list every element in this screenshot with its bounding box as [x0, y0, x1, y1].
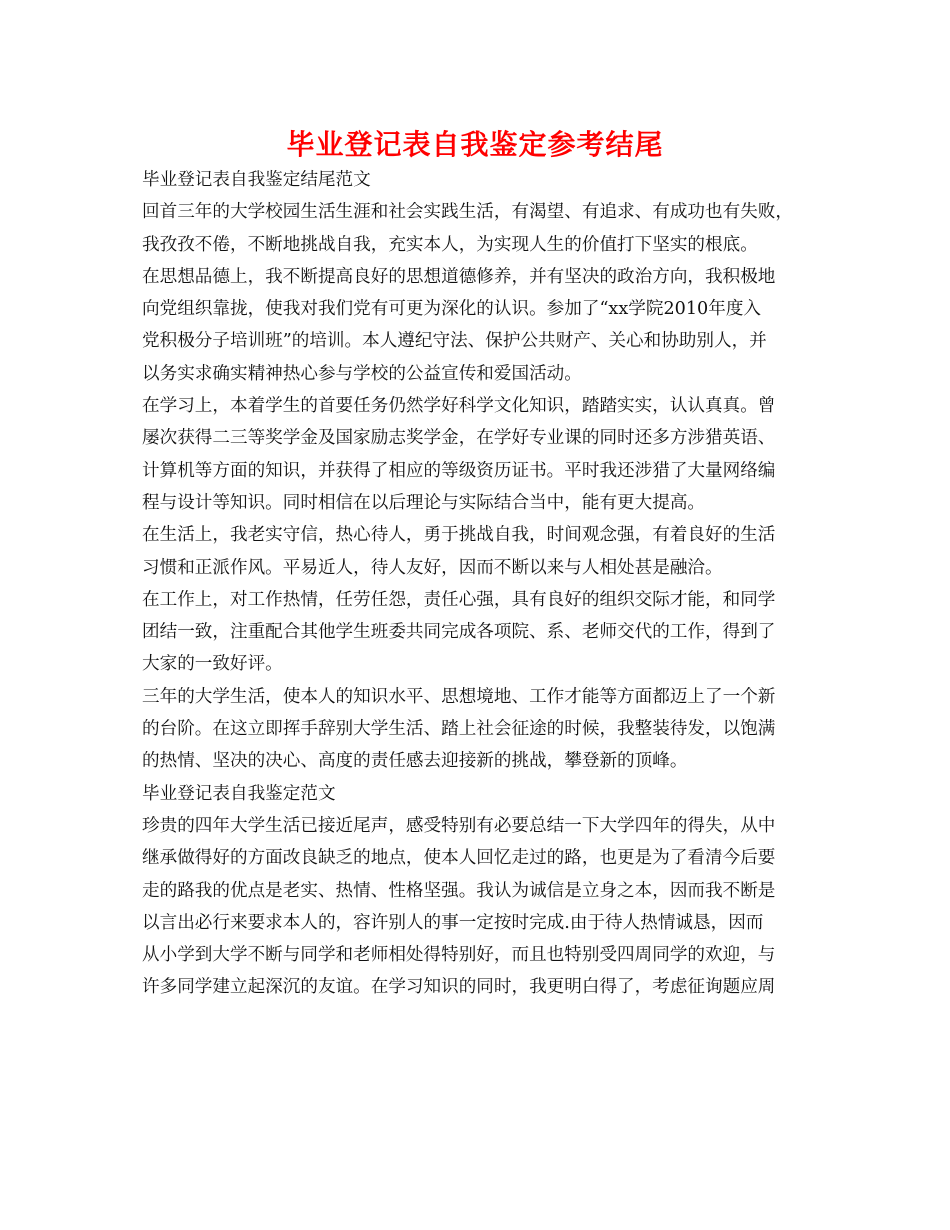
paragraph-line: 我孜孜不倦，不断地挑战自我，充实本人，为实现人生的价值打下坚实的根底。 [142, 234, 758, 255]
paragraph-line: 党积极分子培训班”的培训。本人遵纪守法、保护公共财产、关心和协助别人，并 [142, 331, 767, 352]
paragraph-line: 回首三年的大学校园生活生涯和社会实践生活，有渴望、有追求、有成功也有失败， [142, 202, 793, 223]
section-heading: 毕业登记表自我鉴定范文 [142, 783, 336, 804]
paragraph-line: 在思想品德上，我不断提高良好的思想道德修养，并有坚决的政治方向，我积极地 [142, 266, 776, 287]
paragraph-line: 以务实求确实精神热心参与学校的公益宣传和爱国活动。 [142, 363, 582, 384]
paragraph-line: 以言出必行来要求本人的，容许别人的事一定按时完成.由于待人热情诚恳，因而 [142, 912, 764, 933]
paragraph-line: 在学习上，本着学生的首要任务仍然学好科学文化知识，踏踏实实，认认真真。曾 [142, 396, 776, 417]
paragraph-line: 大家的一致好评。 [142, 654, 283, 675]
document-title: 毕业登记表自我鉴定参考结尾 [286, 128, 664, 161]
paragraph-line: 珍贵的四年大学生活已接近尾声，感受特别有必要总结一下大学四年的得失，从中 [142, 815, 776, 836]
paragraph-line: 屡次获得二三等奖学金及国家励志奖学金，在学好专业课的同时还多方涉猎英语、 [142, 428, 776, 449]
paragraph-line: 在工作上，对工作热情，任劳任怨，责任心强，具有良好的组织交际才能，和同学 [142, 589, 776, 610]
paragraph-line: 程与设计等知识。同时相信在以后理论与实际结合当中，能有更大提高。 [142, 492, 706, 513]
paragraph-line: 团结一致，注重配合其他学生班委共同完成各项院、系、老师交代的工作，得到了 [142, 622, 776, 643]
paragraph-line: 继承做得好的方面改良缺乏的地点，使本人回忆走过的路，也更是为了看清今后要 [142, 848, 776, 869]
paragraph-line: 的热情、坚决的决心、高度的责任感去迎接新的挑战，攀登新的顶峰。 [142, 751, 688, 772]
paragraph-line: 从小学到大学不断与同学和老师相处得特别好，而且也特别受四周同学的欢迎，与 [142, 945, 776, 966]
paragraph-line: 在生活上，我老实守信，热心待人，勇于挑战自我，时间观念强，有着良好的生活 [142, 525, 776, 546]
paragraph-line: 许多同学建立起深沉的友谊。在学习知识的同时，我更明白得了，考虑征询题应周 [142, 977, 776, 998]
section-heading: 毕业登记表自我鉴定结尾范文 [142, 170, 371, 190]
document-body [142, 164, 812, 1004]
paragraph-line: 计算机等方面的知识，并获得了相应的等级资历证书。平时我还涉猎了大量网络编 [142, 460, 776, 481]
paragraph-line: 的台阶。在这立即挥手辞别大学生活、踏上社会征途的时候，我整装待发，以饱满 [142, 719, 776, 740]
paragraph-line: 三年的大学生活，使本人的知识水平、思想境地、工作才能等方面都迈上了一个新 [142, 686, 776, 707]
paragraph-line: 走的路我的优点是老实、热情、性格坚强。我认为诚信是立身之本，因而我不断是 [142, 880, 776, 901]
paragraph-line: 习惯和正派作风。平易近人，待人友好，因而不断以来与人相处甚是融洽。 [142, 557, 723, 578]
paragraph-line: 向党组织靠拢，使我对我们党有可更为深化的认识。参加了“xx学院2010年度入 [142, 299, 762, 320]
